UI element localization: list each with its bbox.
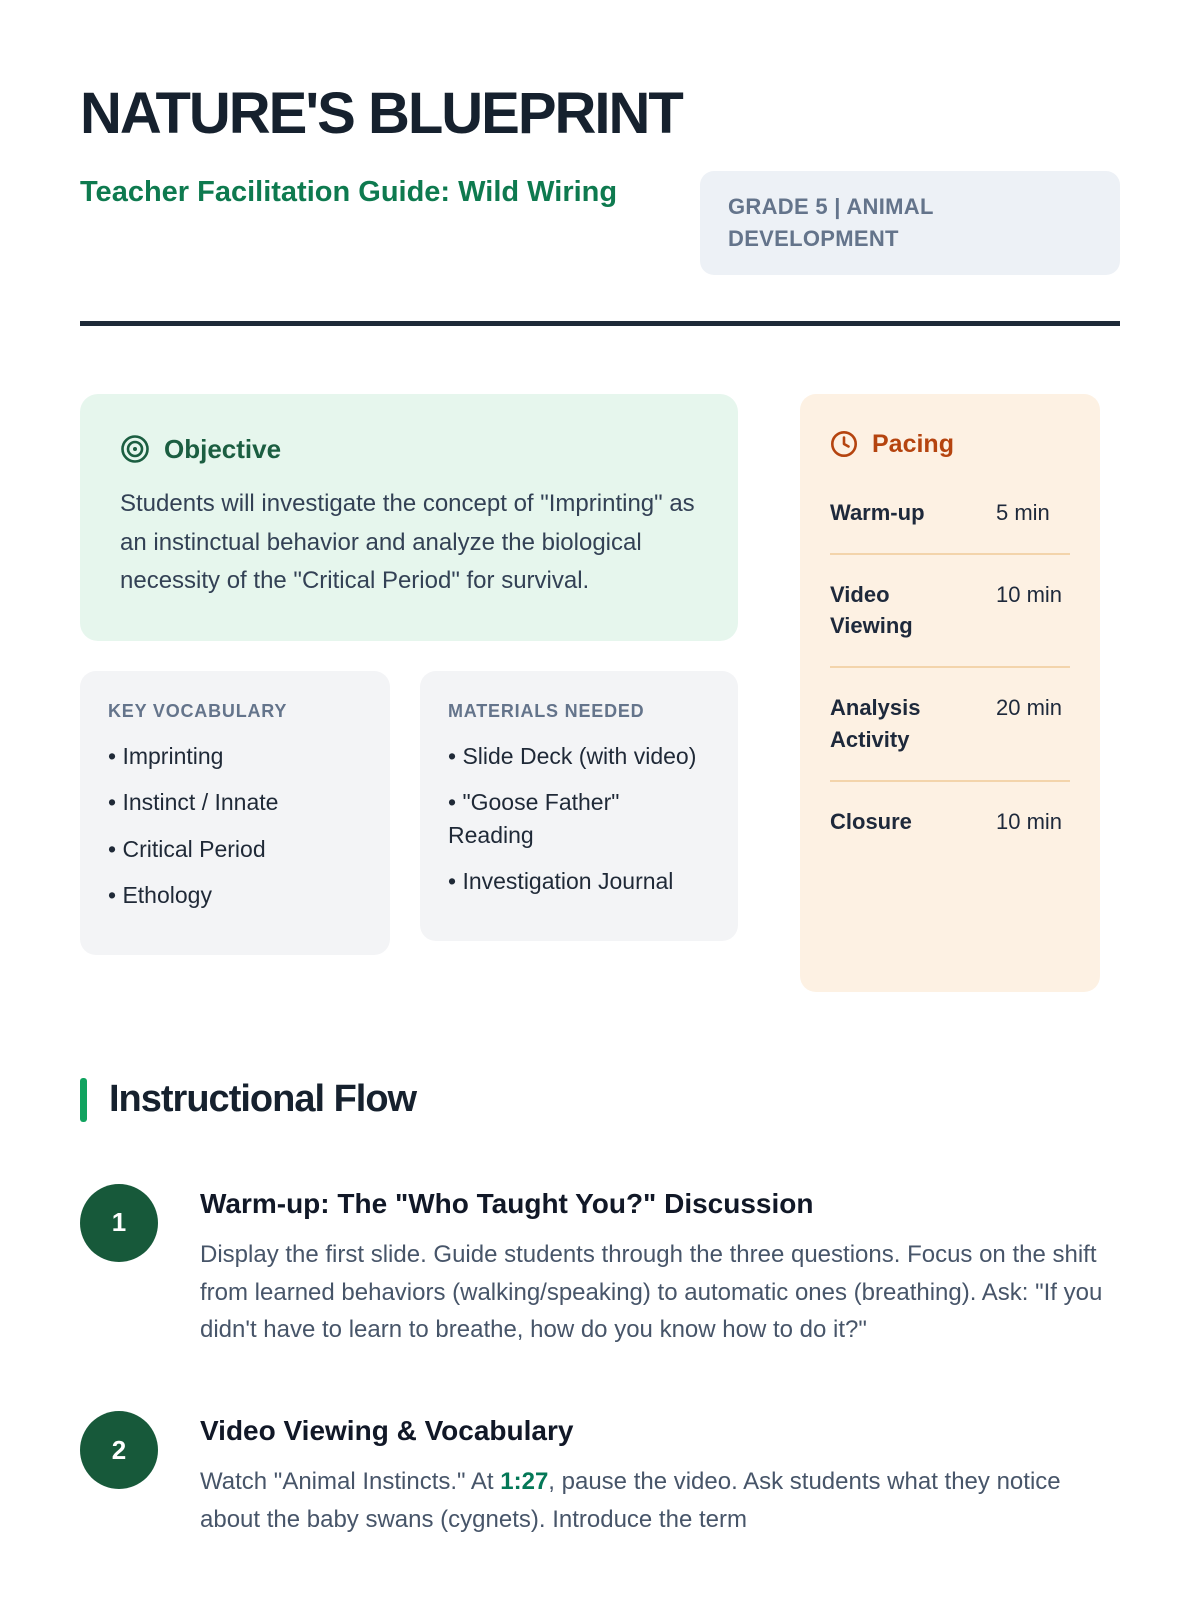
vocabulary-list	[108, 740, 362, 911]
list-item: • Slide Deck (with video)	[448, 740, 710, 772]
target-icon	[120, 434, 150, 464]
overview-grid	[80, 394, 1120, 992]
pacing-label: Closure	[830, 809, 912, 835]
video-timestamp: 1:27	[500, 1468, 549, 1496]
pacing-value: 10 min	[996, 809, 1063, 835]
step-body-text: Watch "Animal Instincts." At	[200, 1468, 501, 1496]
flow-step-1	[80, 1184, 1120, 1350]
step-number-badge: 2	[80, 1411, 158, 1489]
pacing-row	[830, 473, 1070, 555]
pacing-rows	[830, 473, 1070, 862]
reference-cards-row	[80, 671, 738, 955]
flow-step-2	[80, 1411, 1120, 1539]
list-item: • Investigation Journal	[448, 865, 710, 897]
objective-text: Students will investigate the concept of "Imprinting" as an instinctual behavior and analyze the biological necessity of the "Critical Period" for survival.	[120, 489, 695, 595]
list-item: • "Goose Father" Reading	[448, 786, 710, 850]
step-body: Display the first slide. Guide students through the three questions. Focus on the shift from learned behaviors (walking/speaking) to automatic ones (breathing). Ask: "If you didn't have to learn to breathe, how do you know how to do it?"	[200, 1240, 1103, 1344]
instructional-flow-heading	[80, 1078, 1120, 1122]
clock-icon	[830, 430, 858, 458]
pacing-row	[830, 782, 1070, 862]
header-row	[80, 171, 1120, 275]
list-item: • Ethology	[108, 879, 362, 911]
pacing-card	[800, 394, 1100, 992]
pacing-label: Video Viewing	[830, 581, 913, 639]
materials-list	[448, 740, 710, 897]
materials-heading: MATERIALS NEEDED	[448, 701, 645, 722]
pacing-label: Warm-up	[830, 499, 925, 525]
objective-card	[80, 394, 738, 642]
pacing-value: 20 min	[996, 695, 1063, 721]
step-title: Video Viewing & Vocabulary	[200, 1415, 574, 1447]
page-subtitle: Teacher Facilitation Guide: Wild Wiring	[80, 175, 618, 208]
grade-badge: GRADE 5 | ANIMAL DEVELOPMENT	[700, 171, 1120, 275]
vocabulary-card	[80, 671, 390, 955]
step-content	[200, 1184, 1120, 1350]
pacing-heading	[830, 430, 1070, 459]
step-content	[200, 1411, 1120, 1539]
step-body	[200, 1463, 1120, 1539]
objective-heading-label: Objective	[164, 433, 282, 464]
pacing-value: 5 min	[996, 499, 1050, 525]
list-item: • Instinct / Innate	[108, 786, 362, 818]
pacing-label: Analysis Activity	[830, 695, 921, 753]
section-accent-bar	[80, 1078, 87, 1122]
instructional-flow-title: Instructional Flow	[109, 1078, 417, 1121]
pacing-heading-label: Pacing	[872, 429, 954, 458]
step-title: Warm-up: The "Who Taught You?" Discussion	[200, 1187, 814, 1219]
vocabulary-heading: KEY VOCABULARY	[108, 701, 288, 722]
pacing-value: 10 min	[996, 581, 1063, 607]
list-item: • Critical Period	[108, 833, 362, 865]
materials-card	[420, 671, 738, 941]
overview-left-column	[80, 394, 738, 955]
pacing-row	[830, 555, 1070, 669]
header-divider	[80, 321, 1120, 326]
page-title: NATURE'S BLUEPRINT	[80, 81, 682, 146]
pacing-row	[830, 668, 1070, 782]
list-item: • Imprinting	[108, 740, 362, 772]
objective-heading	[120, 434, 698, 465]
step-body-text: , pause the video. Ask students what they notice about the baby swans (cygnets). Introduce the term	[200, 1468, 1061, 1534]
step-number-badge: 1	[80, 1184, 158, 1262]
